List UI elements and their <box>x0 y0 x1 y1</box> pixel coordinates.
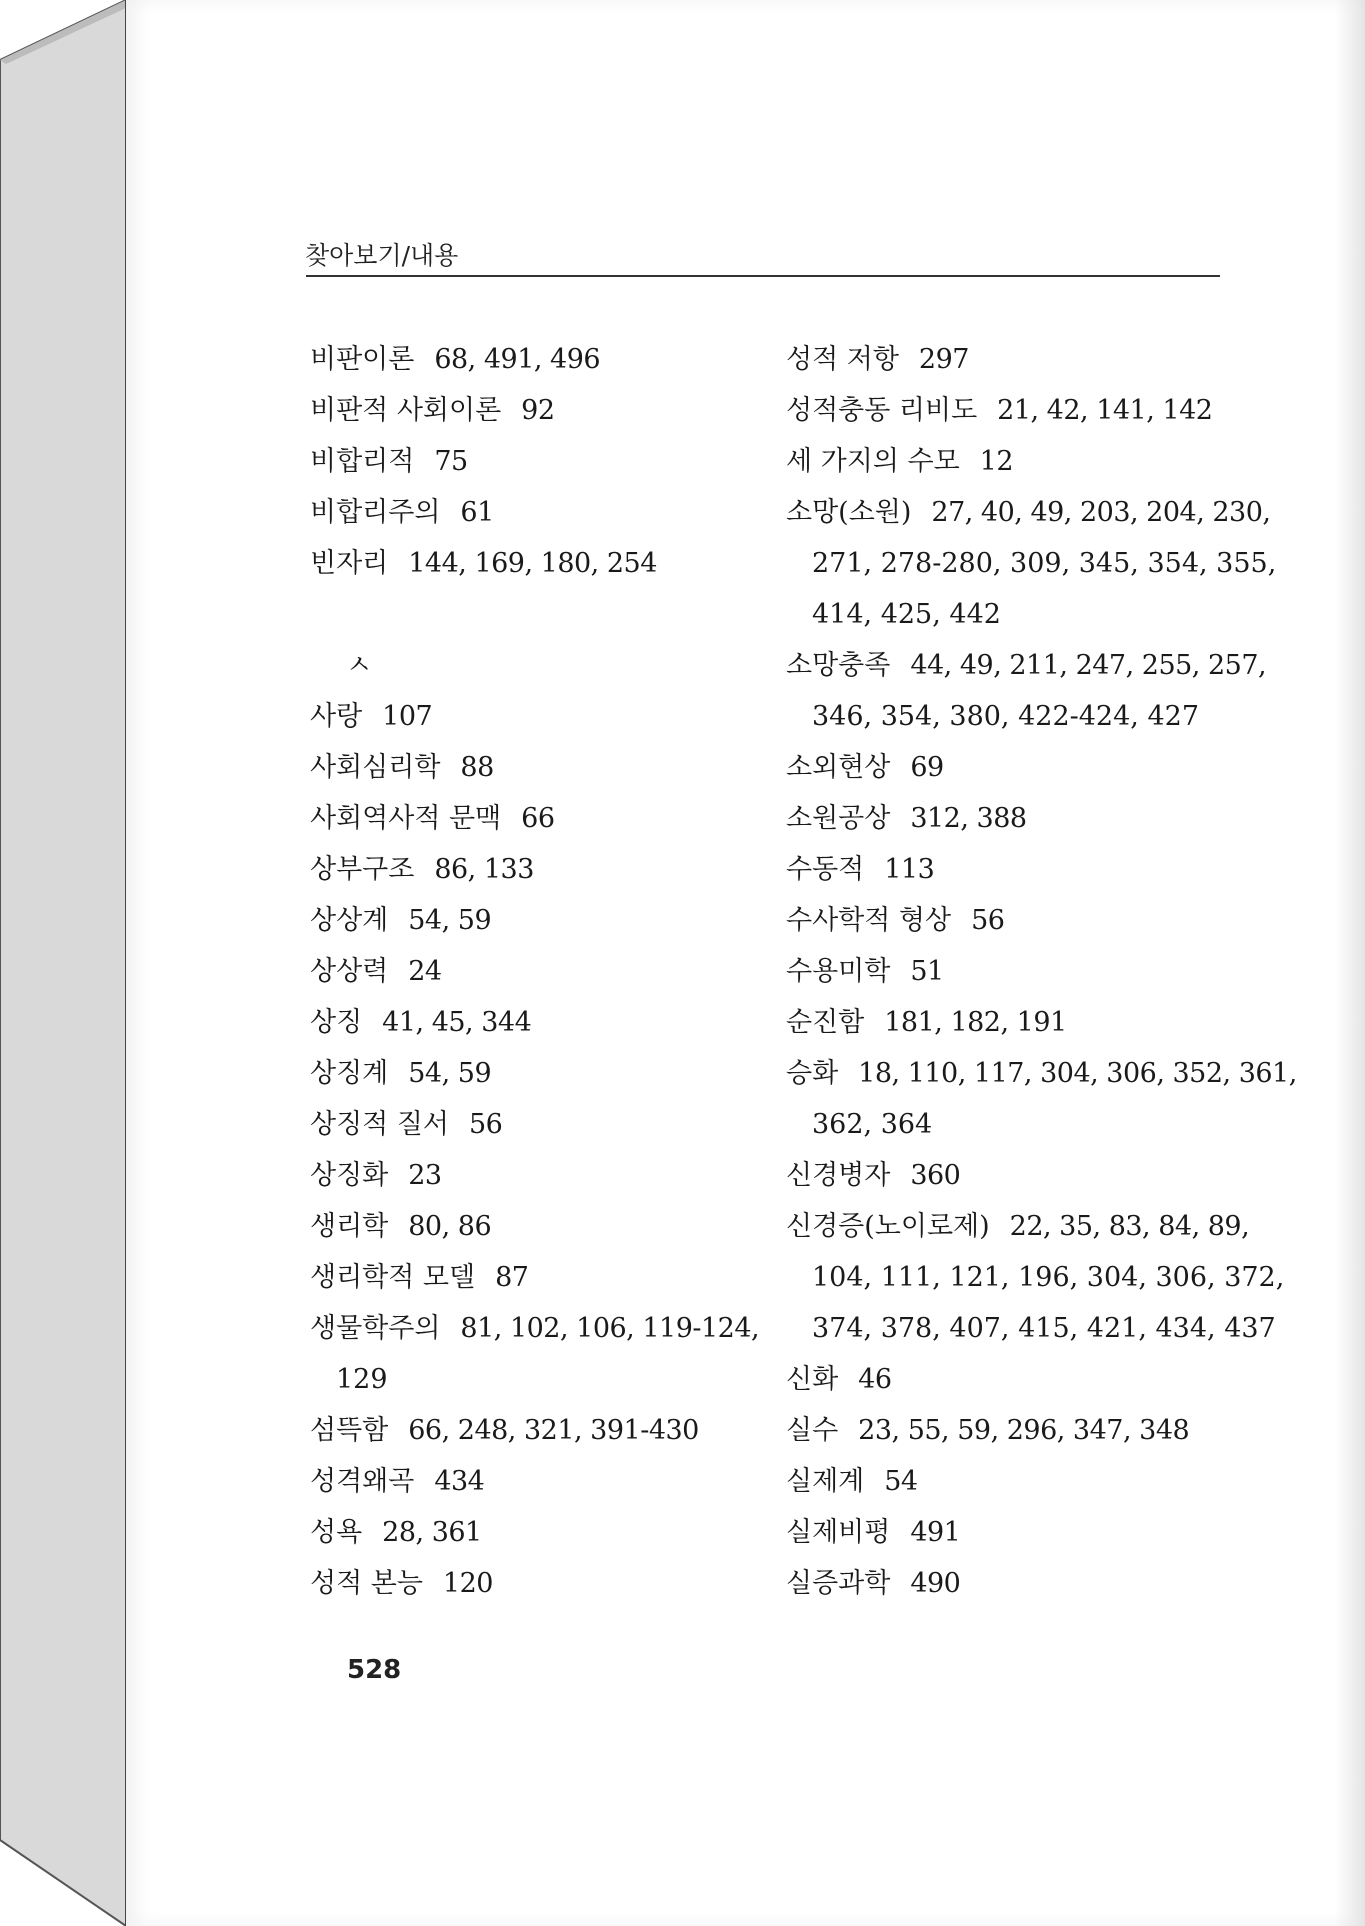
index-term: 사랑 <box>310 701 363 732</box>
index-term: 수동적 <box>786 854 865 885</box>
index-entry-continuation <box>786 1252 1285 1303</box>
page-number: 528 <box>347 1655 402 1685</box>
index-term: 비합리주의 <box>310 497 441 528</box>
index-entry <box>310 1405 780 1456</box>
index-entry <box>786 1354 1256 1405</box>
page-references: 56 <box>971 905 1005 936</box>
index-entry <box>310 742 780 793</box>
page-references: 490 <box>910 1568 961 1599</box>
index-term: 상상력 <box>310 956 389 987</box>
index-term: 성격왜곡 <box>310 1466 415 1497</box>
index-term: 상징계 <box>310 1058 389 1089</box>
page-references: 86, 133 <box>434 854 534 885</box>
page-references: 87 <box>495 1262 529 1293</box>
index-term: 실제계 <box>786 1466 865 1497</box>
section-letter-label: ㅅ <box>346 650 373 681</box>
index-entry <box>310 1048 780 1099</box>
index-term: 성적 저항 <box>786 344 899 375</box>
index-entry <box>786 1048 1297 1099</box>
index-term: 세 가지의 수모 <box>786 446 960 477</box>
index-term: 상징적 질서 <box>310 1109 449 1140</box>
index-entry <box>786 1507 1256 1558</box>
page-references: 144, 169, 180, 254 <box>408 548 657 579</box>
page-references: 113 <box>884 854 935 885</box>
index-entry <box>786 1150 1256 1201</box>
index-entry-continuation <box>786 691 1256 742</box>
index-entry <box>310 1252 780 1303</box>
page-references: 362, 364 <box>812 1109 933 1140</box>
index-term: 소외현상 <box>786 752 891 783</box>
page-references: 44, 49, 211, 247, 255, 257, <box>910 650 1267 681</box>
page-references: 23 <box>408 1160 442 1191</box>
index-entry <box>786 334 1256 385</box>
page-references: 81, 102, 106, 119-124, <box>460 1313 760 1344</box>
page-references: 92 <box>521 395 555 426</box>
index-term: 신경병자 <box>786 1160 891 1191</box>
page-references: 129 <box>336 1364 388 1395</box>
index-entry <box>786 997 1256 1048</box>
page-references: 346, 354, 380, 422-424, 427 <box>812 701 1199 732</box>
index-entry <box>310 385 780 436</box>
page-references: 80, 86 <box>408 1211 492 1242</box>
index-term: 비합리적 <box>310 446 415 477</box>
index-entry <box>310 895 780 946</box>
index-entry <box>310 793 780 844</box>
index-term: 성욕 <box>310 1517 363 1548</box>
page-references: 491 <box>910 1517 961 1548</box>
index-entry <box>310 436 780 487</box>
index-term: 소망(소원) <box>786 497 912 528</box>
index-term: 상부구조 <box>310 854 415 885</box>
page-references: 12 <box>979 446 1014 477</box>
page-references: 24 <box>408 956 442 987</box>
header-rule <box>306 275 1220 277</box>
index-entry <box>310 1201 780 1252</box>
index-entry <box>786 385 1256 436</box>
blank-line <box>310 589 780 640</box>
index-entry <box>310 1099 780 1150</box>
page-references: 414, 425, 442 <box>812 599 1001 630</box>
index-term: 생물학주의 <box>310 1313 441 1344</box>
index-entry <box>310 1303 780 1354</box>
index-entry <box>786 436 1256 487</box>
index-entry <box>310 997 780 1048</box>
page-references: 374, 378, 407, 415, 421, 434, 437 <box>812 1313 1276 1344</box>
index-term: 실제비평 <box>786 1517 891 1548</box>
page-references: 181, 182, 191 <box>884 1007 1067 1038</box>
index-entry <box>310 487 780 538</box>
page-references: 271, 278-280, 309, 345, 354, 355, <box>812 548 1277 579</box>
running-head: 찾아보기/내용 <box>305 241 459 270</box>
page-references: 75 <box>434 446 468 477</box>
index-entry <box>786 487 1271 538</box>
index-term: 상상계 <box>310 905 389 936</box>
index-entry <box>786 793 1256 844</box>
page-references: 54, 59 <box>408 1058 492 1089</box>
page-references: 434 <box>434 1466 485 1497</box>
page-references: 56 <box>469 1109 503 1140</box>
index-term: 상징화 <box>310 1160 389 1191</box>
page-references: 66, 248, 321, 391-430 <box>408 1415 699 1446</box>
page-references: 18, 110, 117, 304, 306, 352, 361, <box>858 1058 1297 1089</box>
page-references: 61 <box>460 497 494 528</box>
index-column-left <box>310 334 780 1609</box>
index-term: 신경증(노이로제) <box>786 1211 990 1242</box>
index-entry <box>310 1558 780 1609</box>
index-entry-continuation <box>786 538 1277 589</box>
index-term: 소원공상 <box>786 803 891 834</box>
page-references: 107 <box>382 701 433 732</box>
page-references: 22, 35, 83, 84, 89, <box>1009 1211 1250 1242</box>
index-column-right <box>786 334 1297 1609</box>
page-references: 21, 42, 141, 142 <box>997 395 1213 426</box>
index-entry <box>786 1201 1256 1252</box>
index-entry <box>786 895 1256 946</box>
index-term: 성적충동 리비도 <box>786 395 978 426</box>
section-letter <box>310 640 780 691</box>
page-references: 297 <box>918 344 969 375</box>
page-references: 360 <box>910 1160 961 1191</box>
index-term: 신화 <box>786 1364 839 1395</box>
page-references: 54, 59 <box>408 905 492 936</box>
page-references: 104, 111, 121, 196, 304, 306, 372, <box>812 1262 1285 1293</box>
index-term: 소망충족 <box>786 650 891 681</box>
page-references: 54 <box>884 1466 918 1497</box>
index-entry <box>786 844 1256 895</box>
index-entry-continuation <box>786 589 1256 640</box>
index-term: 생리학적 모델 <box>310 1262 476 1293</box>
index-term: 사회역사적 문맥 <box>310 803 502 834</box>
index-entry-continuation <box>310 1354 780 1405</box>
page-references: 88 <box>460 752 494 783</box>
index-term: 빈자리 <box>310 548 389 579</box>
index-entry <box>310 1507 780 1558</box>
index-term: 상징 <box>310 1007 363 1038</box>
index-entry <box>786 1558 1256 1609</box>
index-entry <box>786 1456 1256 1507</box>
index-term: 사회심리학 <box>310 752 441 783</box>
index-term: 성적 본능 <box>310 1568 423 1599</box>
page-references: 69 <box>910 752 944 783</box>
page-references: 28, 361 <box>382 1517 482 1548</box>
index-term: 실증과학 <box>786 1568 891 1599</box>
page-references: 312, 388 <box>910 803 1027 834</box>
index-entry <box>310 1456 780 1507</box>
index-term: 비판적 사회이론 <box>310 395 502 426</box>
page-references: 46 <box>858 1364 892 1395</box>
index-term: 섬뜩함 <box>310 1415 389 1446</box>
index-entry <box>310 1150 780 1201</box>
page-references: 66 <box>521 803 555 834</box>
page-references: 68, 491, 496 <box>434 344 601 375</box>
index-entry <box>310 538 780 589</box>
page-references: 27, 40, 49, 203, 204, 230, <box>931 497 1271 528</box>
page-references: 120 <box>442 1568 493 1599</box>
index-term: 순진함 <box>786 1007 865 1038</box>
index-entry <box>310 946 780 997</box>
index-term: 비판이론 <box>310 344 415 375</box>
index-entry-continuation <box>786 1099 1256 1150</box>
index-term: 수사학적 형상 <box>786 905 952 936</box>
index-entry <box>786 946 1256 997</box>
page-references: 51 <box>910 956 944 987</box>
index-entry <box>310 691 780 742</box>
index-entry <box>786 640 1267 691</box>
page-references: 23, 55, 59, 296, 347, 348 <box>858 1415 1190 1446</box>
index-entry <box>786 1405 1256 1456</box>
index-term: 실수 <box>786 1415 839 1446</box>
index-term: 승화 <box>786 1058 839 1089</box>
index-entry <box>310 844 780 895</box>
index-term: 생리학 <box>310 1211 389 1242</box>
index-entry <box>310 334 780 385</box>
page-references: 41, 45, 344 <box>382 1007 532 1038</box>
index-term: 수용미학 <box>786 956 891 987</box>
index-entry <box>786 742 1256 793</box>
index-entry-continuation <box>786 1303 1276 1354</box>
